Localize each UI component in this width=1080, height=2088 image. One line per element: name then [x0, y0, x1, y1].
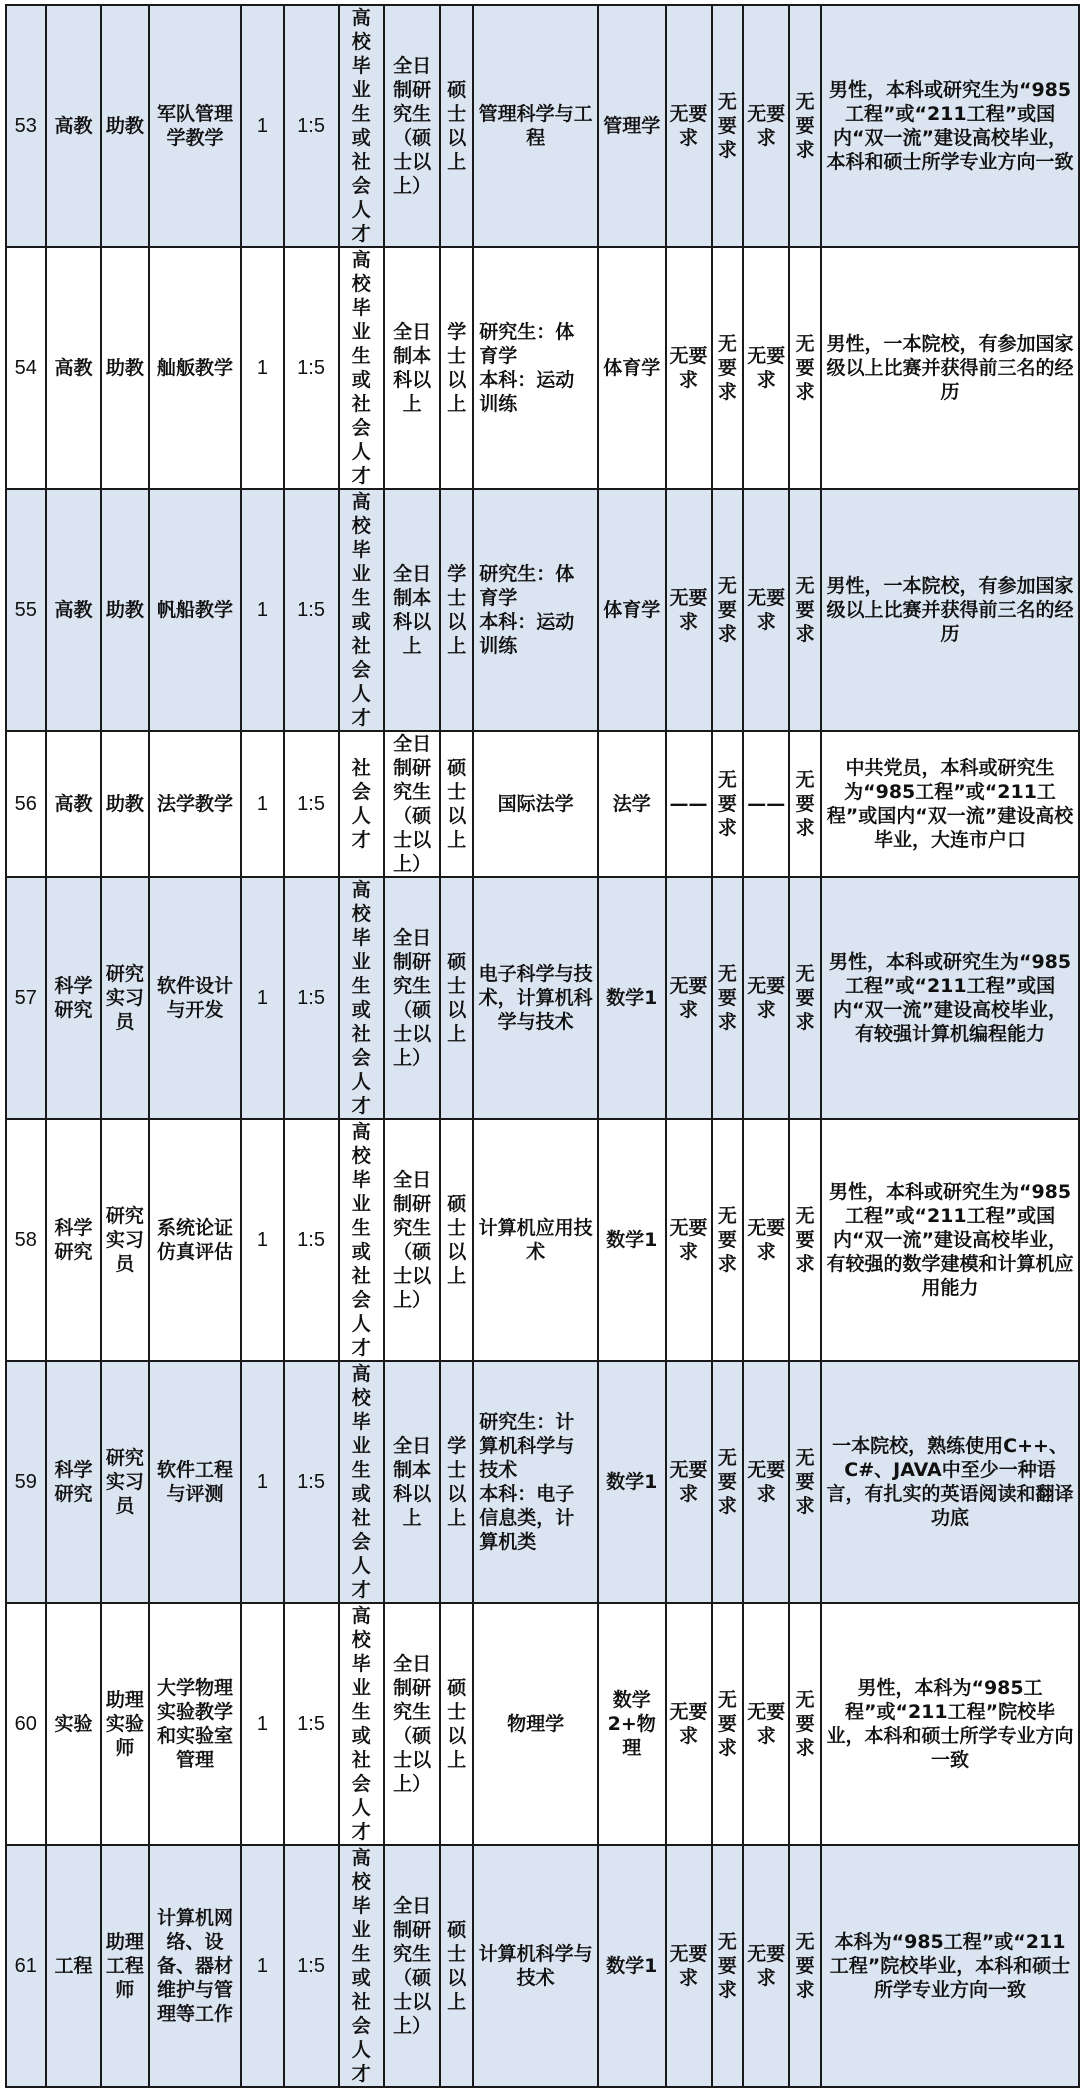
cell-study-form: 全日制研究生（硕士以上） [384, 5, 441, 247]
cell-major: 管理科学与工程 [473, 5, 598, 247]
cell-r3: 无要求 [743, 877, 789, 1119]
cell-r1: 无要求 [666, 1603, 712, 1845]
cell-count: 1 [241, 489, 283, 731]
cell-no: 60 [6, 1603, 46, 1845]
cell-study-form: 全日制研究生（硕士以上） [384, 1603, 441, 1845]
cell-position: 助理实验师 [101, 1603, 148, 1845]
table-row [6, 1845, 1079, 2087]
cell-r4: 无要求 [789, 1361, 821, 1603]
cell-exam: 数学1 [598, 1361, 666, 1603]
cell-r2: 无要求 [712, 5, 744, 247]
cell-major: 研究生：体育学 本科：运动训练 [473, 489, 598, 731]
cell-major: 研究生：体育学 本科：运动训练 [473, 247, 598, 489]
cell-category: 实验 [46, 1603, 102, 1845]
cell-exam: 体育学 [598, 489, 666, 731]
cell-r3: 无要求 [743, 1603, 789, 1845]
cell-note: 一本院校，熟练使用C++、C#、JAVA中至少一种语言，有扎实的英语阅读和翻译功底 [821, 1361, 1079, 1603]
cell-source: 高校毕业生或社会人才 [339, 489, 384, 731]
cell-source: 高校毕业生或社会人才 [339, 5, 384, 247]
cell-count: 1 [241, 247, 283, 489]
cell-r3: 无要求 [743, 1361, 789, 1603]
cell-r3: —— [743, 731, 789, 877]
cell-exam: 数学1 [598, 877, 666, 1119]
cell-position: 助教 [101, 731, 148, 877]
cell-ratio: 1:5 [284, 5, 339, 247]
cell-r3: 无要求 [743, 1845, 789, 2087]
cell-no: 53 [6, 5, 46, 247]
cell-major: 物理学 [473, 1603, 598, 1845]
cell-note: 男性，本科或研究生为“985工程”或“211工程”或国内“双一流”建设高校毕业，本科和硕士所学专业方向一致 [821, 5, 1079, 247]
recruitment-table [5, 4, 1080, 2088]
cell-r3: 无要求 [743, 5, 789, 247]
cell-ratio: 1:5 [284, 1845, 339, 2087]
table-row [6, 5, 1079, 247]
cell-source: 高校毕业生或社会人才 [339, 1603, 384, 1845]
cell-major: 研究生：计算机科学与技术 本科：电子信息类，计算机类 [473, 1361, 598, 1603]
cell-major: 计算机科学与技术 [473, 1845, 598, 2087]
cell-subject: 军队管理学教学 [149, 5, 242, 247]
cell-no: 57 [6, 877, 46, 1119]
cell-source: 高校毕业生或社会人才 [339, 1845, 384, 2087]
cell-r2: 无要求 [712, 1845, 744, 2087]
cell-study-form: 全日制本科以上 [384, 247, 441, 489]
cell-r2: 无要求 [712, 1603, 744, 1845]
cell-study-form: 全日制研究生（硕士以上） [384, 877, 441, 1119]
cell-subject: 法学教学 [149, 731, 242, 877]
cell-r2: 无要求 [712, 489, 744, 731]
cell-r1: 无要求 [666, 1361, 712, 1603]
cell-major: 电子科学与技术，计算机科学与技术 [473, 877, 598, 1119]
cell-note: 男性，一本院校，有参加国家级以上比赛并获得前三名的经历 [821, 247, 1079, 489]
cell-r1: 无要求 [666, 1845, 712, 2087]
cell-r1: 无要求 [666, 5, 712, 247]
cell-count: 1 [241, 1603, 283, 1845]
cell-degree: 硕士以上 [440, 1845, 473, 2087]
table-row [6, 489, 1079, 731]
cell-degree: 硕士以上 [440, 5, 473, 247]
cell-r2: 无要求 [712, 877, 744, 1119]
cell-no: 61 [6, 1845, 46, 2087]
cell-study-form: 全日制研究生（硕士以上） [384, 1845, 441, 2087]
cell-ratio: 1:5 [284, 1603, 339, 1845]
cell-no: 56 [6, 731, 46, 877]
cell-r4: 无要求 [789, 877, 821, 1119]
cell-category: 高教 [46, 247, 102, 489]
cell-degree: 学士以上 [440, 489, 473, 731]
cell-r4: 无要求 [789, 5, 821, 247]
cell-r2: 无要求 [712, 247, 744, 489]
cell-study-form: 全日制本科以上 [384, 489, 441, 731]
cell-r1: 无要求 [666, 489, 712, 731]
cell-ratio: 1:5 [284, 1119, 339, 1361]
cell-r1: 无要求 [666, 247, 712, 489]
cell-source: 高校毕业生或社会人才 [339, 1119, 384, 1361]
cell-r1: —— [666, 731, 712, 877]
cell-r4: 无要求 [789, 1845, 821, 2087]
table-row [6, 247, 1079, 489]
cell-position: 研究实习员 [101, 877, 148, 1119]
cell-ratio: 1:5 [284, 731, 339, 877]
cell-source: 社会人才 [339, 731, 384, 877]
cell-r2: 无要求 [712, 1119, 744, 1361]
table-row [6, 731, 1079, 877]
cell-subject: 系统论证仿真评估 [149, 1119, 242, 1361]
table-row [6, 1361, 1079, 1603]
cell-r4: 无要求 [789, 1603, 821, 1845]
cell-exam: 管理学 [598, 5, 666, 247]
cell-count: 1 [241, 877, 283, 1119]
cell-category: 高教 [46, 5, 102, 247]
cell-r2: 无要求 [712, 731, 744, 877]
cell-degree: 学士以上 [440, 247, 473, 489]
cell-count: 1 [241, 1845, 283, 2087]
cell-subject: 大学物理实验教学和实验室管理 [149, 1603, 242, 1845]
cell-degree: 硕士以上 [440, 731, 473, 877]
cell-no: 59 [6, 1361, 46, 1603]
cell-major: 国际法学 [473, 731, 598, 877]
cell-no: 58 [6, 1119, 46, 1361]
cell-position: 助教 [101, 247, 148, 489]
cell-no: 54 [6, 247, 46, 489]
cell-major: 计算机应用技术 [473, 1119, 598, 1361]
table-row [6, 1119, 1079, 1361]
cell-exam: 体育学 [598, 247, 666, 489]
cell-r4: 无要求 [789, 247, 821, 489]
cell-r3: 无要求 [743, 247, 789, 489]
cell-category: 高教 [46, 731, 102, 877]
cell-study-form: 全日制研究生（硕士以上） [384, 1119, 441, 1361]
cell-ratio: 1:5 [284, 1361, 339, 1603]
cell-ratio: 1:5 [284, 247, 339, 489]
cell-category: 高教 [46, 489, 102, 731]
cell-subject: 软件设计与开发 [149, 877, 242, 1119]
cell-position: 助理工程师 [101, 1845, 148, 2087]
cell-exam: 数学1 [598, 1845, 666, 2087]
cell-exam: 法学 [598, 731, 666, 877]
cell-subject: 软件工程与评测 [149, 1361, 242, 1603]
cell-position: 助教 [101, 5, 148, 247]
cell-r3: 无要求 [743, 489, 789, 731]
cell-ratio: 1:5 [284, 489, 339, 731]
cell-category: 科学研究 [46, 1361, 102, 1603]
cell-category: 科学研究 [46, 1119, 102, 1361]
table-row [6, 1603, 1079, 1845]
cell-r3: 无要求 [743, 1119, 789, 1361]
cell-r4: 无要求 [789, 1119, 821, 1361]
cell-source: 高校毕业生或社会人才 [339, 247, 384, 489]
cell-subject: 帆船教学 [149, 489, 242, 731]
cell-category: 工程 [46, 1845, 102, 2087]
cell-subject: 计算机网络、设备、器材维护与管理等工作 [149, 1845, 242, 2087]
cell-r4: 无要求 [789, 489, 821, 731]
cell-degree: 硕士以上 [440, 877, 473, 1119]
cell-note: 男性，本科或研究生为“985工程”或“211工程”或国内“双一流”建设高校毕业，有较强计算机编程能力 [821, 877, 1079, 1119]
cell-position: 研究实习员 [101, 1361, 148, 1603]
cell-count: 1 [241, 731, 283, 877]
cell-position: 助教 [101, 489, 148, 731]
cell-exam: 数学2+物理 [598, 1603, 666, 1845]
cell-count: 1 [241, 1361, 283, 1603]
cell-no: 55 [6, 489, 46, 731]
cell-category: 科学研究 [46, 877, 102, 1119]
cell-note: 本科为“985工程”或“211工程”院校毕业，本科和硕士所学专业方向一致 [821, 1845, 1079, 2087]
cell-degree: 学士以上 [440, 1361, 473, 1603]
cell-r4: 无要求 [789, 731, 821, 877]
cell-source: 高校毕业生或社会人才 [339, 877, 384, 1119]
cell-r1: 无要求 [666, 877, 712, 1119]
cell-count: 1 [241, 5, 283, 247]
cell-note: 男性，本科为“985工程”或“211工程”院校毕业，本科和硕士所学专业方向一致 [821, 1603, 1079, 1845]
cell-degree: 硕士以上 [440, 1119, 473, 1361]
table-row [6, 877, 1079, 1119]
cell-study-form: 全日制本科以上 [384, 1361, 441, 1603]
cell-source: 高校毕业生或社会人才 [339, 1361, 384, 1603]
cell-r1: 无要求 [666, 1119, 712, 1361]
cell-exam: 数学1 [598, 1119, 666, 1361]
cell-degree: 硕士以上 [440, 1603, 473, 1845]
cell-study-form: 全日制研究生（硕士以上） [384, 731, 441, 877]
cell-ratio: 1:5 [284, 877, 339, 1119]
cell-position: 研究实习员 [101, 1119, 148, 1361]
cell-count: 1 [241, 1119, 283, 1361]
cell-subject: 舢舨教学 [149, 247, 242, 489]
cell-note: 男性，本科或研究生为“985工程”或“211工程”或国内“双一流”建设高校毕业，有较强的数学建模和计算机应用能力 [821, 1119, 1079, 1361]
cell-note: 男性，一本院校，有参加国家级以上比赛并获得前三名的经历 [821, 489, 1079, 731]
cell-r2: 无要求 [712, 1361, 744, 1603]
cell-note: 中共党员，本科或研究生为“985工程”或“211工程”或国内“双一流”建设高校毕业，大连市户口 [821, 731, 1079, 877]
